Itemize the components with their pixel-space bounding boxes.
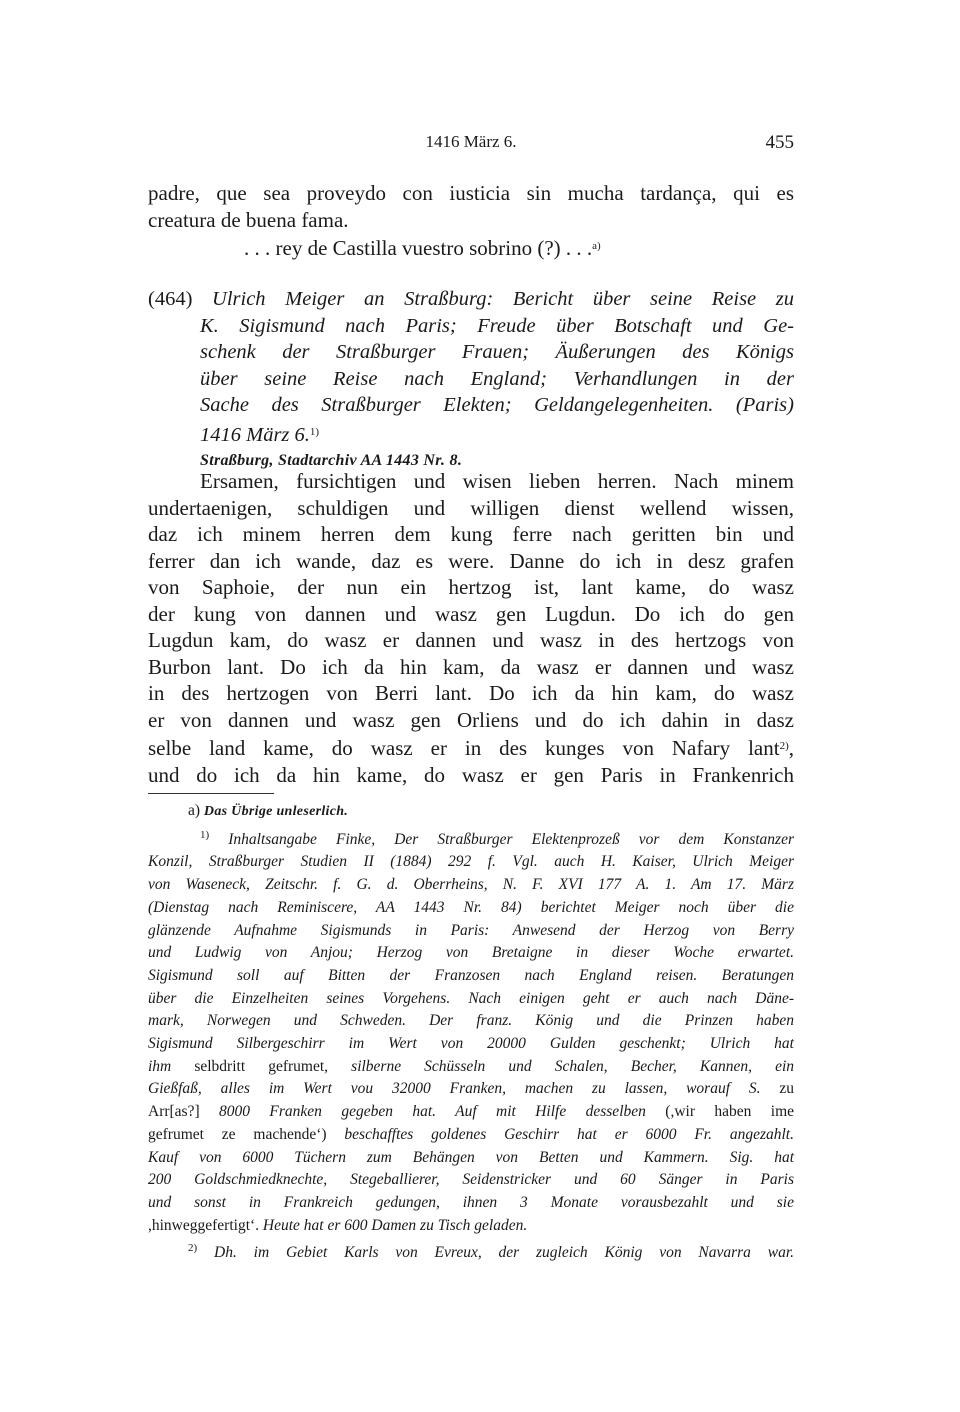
quoted-text: ,hinweggefertigt‘.	[148, 1216, 260, 1234]
text-line: undertaenigen, schuldigen und willigen dienst wellend wissen,	[148, 495, 794, 520]
footnotes	[148, 800, 794, 1265]
footnote-line: Sigismund soll auf Bitten der Franzosen nach England reisen. Beratungen	[148, 966, 794, 984]
quoted-text: selbdritt gefrumet,	[194, 1057, 329, 1075]
footnote-rule	[148, 793, 274, 794]
text-line: daz ich minem herren dem kung ferre nach geritten bin und	[148, 522, 794, 546]
regest-line: Sache des Straßburger Elekten; Geldangelegenheiten. (Paris)	[200, 394, 794, 416]
footnote-line	[148, 1078, 794, 1101]
footnote-line: und sonst in Frankreich gedungen, ihnen 3 Monate vorausbezahlt und sie	[148, 1193, 794, 1211]
footnote-ref: 1)	[309, 425, 320, 438]
regest-heading	[148, 286, 794, 475]
running-header	[148, 132, 794, 162]
footnote-text: 8000 Franken gegeben hat. Auf mit Hilfe desselben	[219, 1103, 646, 1121]
text-line: creatura de buena fama.	[148, 207, 349, 232]
quoted-text: Arr[as?]	[148, 1103, 200, 1121]
footnote-marker: 1)	[200, 828, 210, 841]
footnote-line: 200 Goldschmiedknechte, Stegeballierer, Seidenstricker und 60 Sänger in Paris	[148, 1171, 794, 1189]
footnote-text: ihm	[148, 1057, 172, 1075]
footnote-text: beschafftes goldenes Geschirr hat er 6000 Fr. angezahlt.	[344, 1125, 794, 1143]
footnote-line	[148, 1101, 794, 1124]
footnote-line: von Waseneck, Zeitschr. f. G. d. Oberrheins, N. F. XVI 177 A. 1. Am 17. März	[148, 876, 794, 894]
text-line	[148, 233, 794, 262]
text-fragment: ,	[788, 736, 794, 760]
footnote-line: und Ludwig von Anjou; Herzog von Bretaigne in dieser Woche erwartet.	[148, 944, 794, 962]
quoted-text: gefrumet ze machende‘)	[148, 1125, 327, 1143]
quoted-text: zu	[779, 1080, 795, 1098]
quoted-text: (,wir haben ime	[665, 1103, 795, 1121]
document-number: (464)	[148, 288, 193, 310]
regest-text: Ulrich Meiger an Straßburg: Bericht über seine Reise zu	[212, 288, 794, 310]
footnote-line	[148, 824, 794, 852]
footnote-line: mark, Norwegen und Schweden. Der franz. König und die Prinzen haben	[148, 1012, 794, 1030]
footnote-marker: 2)	[188, 1242, 198, 1255]
letter-text	[148, 468, 794, 788]
footnote-a	[148, 800, 794, 824]
text-line	[148, 733, 794, 762]
footnote-line	[148, 1215, 794, 1238]
text-line: ferrer dan ich wande, daz es were. Danne do ich in desz grafen	[148, 548, 794, 573]
text-line: der kung von dannen und wasz gen Lugdun. Do ich do gen	[148, 601, 794, 626]
page-number: 455	[765, 132, 794, 153]
regest-line: K. Sigismund nach Paris; Freude über Botschaft und Ge-	[200, 314, 794, 337]
footnote-text: Das Übrige unleserlich.	[203, 804, 349, 819]
regest-date: 1416 März 6.	[200, 423, 310, 446]
text-line: von Saphoie, der nun ein hertzog ist, lant kame, do wasz	[148, 575, 794, 599]
regest-line: über seine Reise nach England; Verhandlungen in der	[200, 367, 794, 390]
footnote-text: Inhaltsangabe Finke, Der Straßburger Elektenprozeß vor dem Konstanzer	[228, 830, 794, 848]
text-line: Lugdun kam, do wasz er dannen und wasz in des hertzogs von	[148, 628, 794, 652]
footnote-line: Konzil, Straßburger Studien II (1884) 292 f. Vgl. auch H. Kaiser, Ulrich Meiger	[148, 853, 794, 871]
text-line: und do ich da hin kame, do wasz er gen Paris in Frankenrich	[148, 762, 794, 787]
footnote-marker: a)	[188, 802, 201, 819]
footnote-line	[148, 1124, 794, 1147]
footnote-2	[148, 1237, 794, 1265]
text-line: padre, que sea proveydo con iusticia sin mucha tardança, qui es	[148, 181, 794, 205]
continuation-text	[148, 180, 794, 262]
footnote-line: (Dienstag nach Reminiscere, AA 1443 Nr. 84) berichtet Meiger noch über die	[148, 898, 794, 916]
footnote-line: glänzende Aufnahme Sigismunds in Paris: Anwesend der Herzog von Berry	[148, 921, 794, 939]
text-line: in des hertzogen von Berri lant. Do ich da hin kam, do wasz	[148, 681, 794, 705]
footnote-line	[148, 1056, 794, 1079]
regest-line	[148, 286, 794, 313]
regest-line: schenk der Straßburger Frauen; Äußerungen des Königs	[200, 341, 794, 363]
text-fragment: . . . rey de Castilla vuestro sobrino (?) . . .	[244, 236, 593, 260]
footnote-line: über die Einzelheiten seines Vorgehens. Nach einigen geht er auch nach Däne-	[148, 989, 794, 1007]
text-line: er von dannen und wasz gen Orliens und do ich dahin in dasz	[148, 707, 794, 732]
regest-line	[148, 419, 794, 449]
text-fragment: selbe land kame, do wasz er in des kunges von Nafary lant	[148, 736, 780, 760]
footnote-line: Kauf von 6000 Tüchern zum Behängen von Betten und Kammern. Sig. hat	[148, 1148, 794, 1166]
footnote-line: Sigismund Silbergeschirr im Wert von 20000 Gulden geschenkt; Ulrich hat	[148, 1035, 794, 1053]
footnote-text: Heute hat er 600 Damen zu Tisch geladen.	[262, 1216, 528, 1234]
footnote-text: Dh. im Gebiet Karls von Evreux, der zugleich König von Navarra war.	[214, 1244, 795, 1262]
text-line: Ersamen, fursichtigen und wisen lieben herren. Nach minem	[200, 469, 794, 493]
footnote-ref: 2)	[779, 740, 789, 752]
footnote-ref: a)	[592, 240, 601, 252]
footnote-text: silberne Schüsseln und Schalen, Becher, Kannen, ein	[351, 1057, 795, 1075]
header-date: 1416 März 6.	[425, 132, 517, 151]
text-line: Burbon lant. Do ich da hin kam, da wasz er dannen und wasz	[148, 654, 794, 679]
archive-source: Straßburg, Stadtarchiv AA 1443 Nr. 8.	[200, 452, 463, 469]
footnote-text: Gießfaß, alles im Wert vou 32000 Franken, machen zu lassen, worauf S.	[148, 1080, 761, 1098]
